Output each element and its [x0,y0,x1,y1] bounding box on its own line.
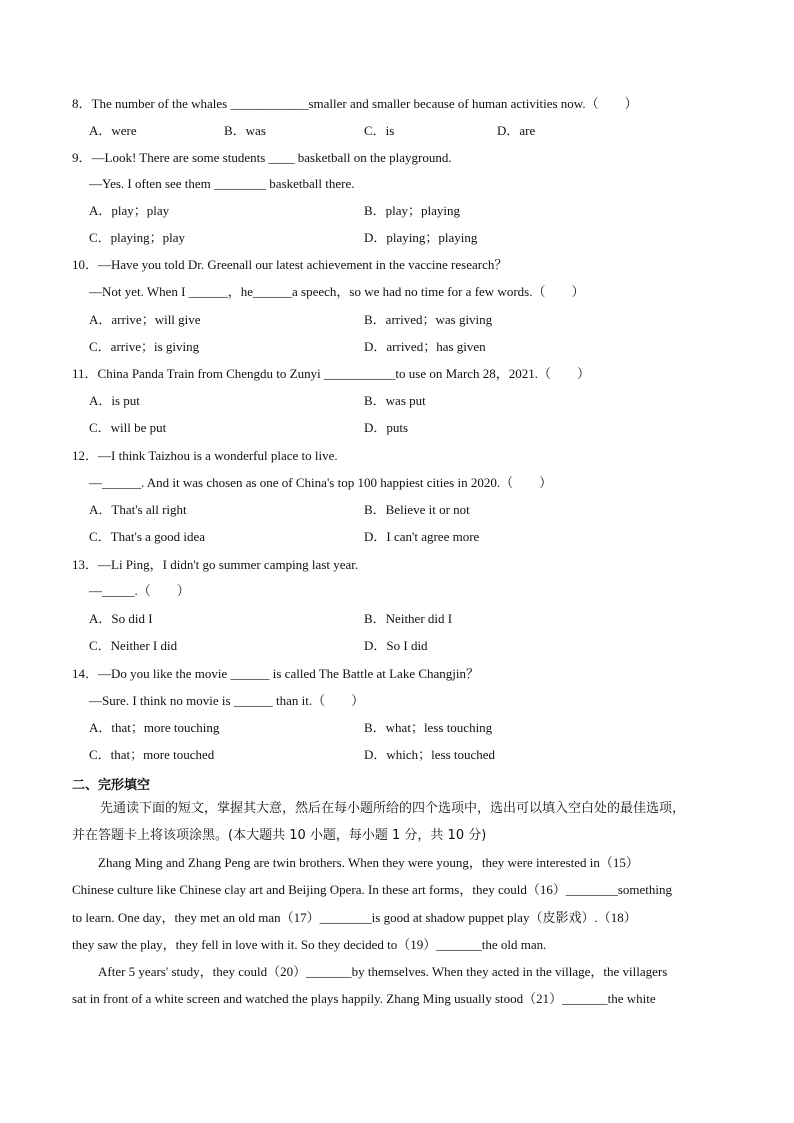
question-8-option: D．are [497,123,536,138]
question-13-stem-line: —_____.（ ） [89,583,190,598]
passage-line: to learn. One day，they met an old man（17）________is good at shadow puppet play（皮影戏）.（18） [72,910,637,925]
question-13-option: C．Neither I did [89,638,178,653]
question-12-option: D．I can't agree more [364,529,480,544]
passage-line: they saw the play，they fell in love with it. So they decided to（19）_______the old man. [72,937,547,952]
question-9-stem-line: 9．—Look! There are some students ____ basketball on the playground. [72,150,452,165]
question-13-stem-line: 13．—Li Ping，I didn't go summer camping last year. [72,557,359,572]
question-13-option: A．So did I [89,611,153,626]
question-11-option: C．will be put [89,420,167,435]
question-10-option: B．arrived；was giving [364,312,493,327]
question-12-option: A．That's all right [89,502,187,517]
question-9-option: D．playing；playing [364,230,478,245]
question-9-stem-line: —Yes. I often see them ________ basketball there. [89,176,355,191]
question-10-stem-line: 10．—Have you told Dr. Greenall our latest achievement in the vaccine research？ [72,257,508,272]
question-8-option: A．were [89,123,137,138]
passage-line: sat in front of a white screen and watched the plays happily. Zhang Ming usually stood（21）_______the white [72,991,656,1006]
instruction-line: 并在答题卡上将该项涂黑。(本大题共 10 小题，每小题 1 分，共 10 分) [72,828,487,843]
question-14-stem-line: 14．—Do you like the movie ______ is called The Battle at Lake Changjin？ [72,666,480,681]
question-9-option: C．playing；play [89,230,186,245]
question-13-option: B．Neither did I [364,611,453,626]
question-10-option: C．arrive；is giving [89,339,200,354]
question-14-stem-line: —Sure. I think no movie is ______ than it.（ ） [89,693,365,708]
question-14-option: D．which；less touched [364,747,496,762]
question-14-option: A．that；more touching [89,720,220,735]
question-10-option: D．arrived；has given [364,339,486,354]
passage-line: After 5 years' study，they could（20）_______by themselves. When they acted in the village，the villagers [72,964,668,979]
question-11-option: D．puts [364,420,409,435]
section-title: 二、完形填空 [72,778,151,793]
question-9-option: A．play；play [89,203,170,218]
question-12-option: B．Believe it or not [364,502,470,517]
question-13-option: D．So I did [364,638,428,653]
question-8-option: B．was [224,123,266,138]
question-9-option: B．play；playing [364,203,461,218]
question-8-stem-line: 8．The number of the whales ____________smaller and smaller because of human activities now.（ ） [72,96,638,111]
question-11-option: B．was put [364,393,426,408]
question-12-option: C．That's a good idea [89,529,206,544]
passage-line: Zhang Ming and Zhang Peng are twin brothers. When they were young，they were interested in（15） [72,855,639,870]
question-12-stem-line: —______. And it was chosen as one of China's top 100 happiest cities in 2020.（ ） [89,475,553,490]
question-14-option: C．that；more touched [89,747,215,762]
passage-line: Chinese culture like Chinese clay art and Beijing Opera. In these art forms，they could（16）________something [72,882,673,897]
instruction-line: 先通读下面的短文，掌握其大意，然后在每小题所给的四个选项中，选出可以填入空白处的最佳选项， [100,801,686,816]
question-11-stem-line: 11．China Panda Train from Chengdu to Zunyi ___________to use on March 28，2021.（ ） [72,366,591,381]
question-8-option: C．is [364,123,395,138]
question-12-stem-line: 12．—I think Taizhou is a wonderful place to live. [72,448,338,463]
question-14-option: B．what；less touching [364,720,493,735]
question-10-option: A．arrive；will give [89,312,201,327]
question-10-stem-line: —Not yet. When I ______，he______a speech，so we had no time for a few words.（ ） [89,284,585,299]
question-11-option: A．is put [89,393,140,408]
